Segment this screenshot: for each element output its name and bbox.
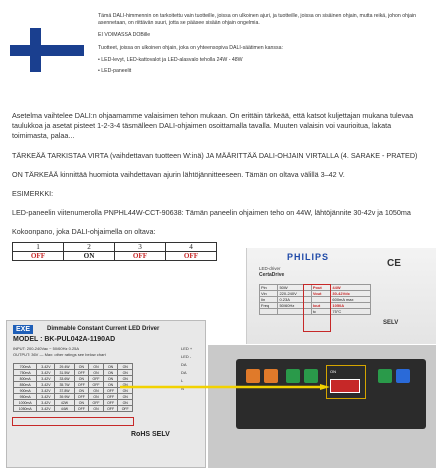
dip-value-3: OFF <box>115 252 166 261</box>
spec-cell: Iout <box>311 303 331 309</box>
grid-cell: 3-42V <box>37 388 55 394</box>
dip-header-2: 2 <box>64 243 115 252</box>
grid-cell: OFF <box>89 382 104 388</box>
spec-cell <box>260 309 278 315</box>
grid-cell: 3-42V <box>37 364 55 370</box>
terminal-label: L <box>181 378 184 383</box>
grid-cell: OFF <box>74 370 89 376</box>
orange-connector <box>264 369 278 383</box>
grid-cell: ON <box>103 382 118 388</box>
spec-cell: 30-42Vdc <box>331 291 371 297</box>
dip-on-label: ON <box>330 369 336 374</box>
rohs-selv-mark: RoHS SELV <box>131 431 170 438</box>
flag-cross-vertical <box>30 28 41 72</box>
grid-cell: 31.5W <box>55 370 74 376</box>
connector-photo <box>208 345 436 468</box>
exe-current-table <box>13 363 133 412</box>
grid-cell: ON <box>118 394 133 400</box>
philips-brand: PHILIPS <box>287 252 330 262</box>
grid-cell: OFF <box>89 400 104 406</box>
grid-cell: ON <box>89 406 104 412</box>
exe-driver-label-photo <box>6 320 206 468</box>
dip-value-4: OFF <box>166 252 217 261</box>
grid-cell: 3-42V <box>37 400 55 406</box>
orange-connector <box>246 369 260 383</box>
terminal-label: LED + <box>181 346 193 351</box>
dip-header-4: 4 <box>166 243 217 252</box>
grid-cell: OFF <box>74 394 89 400</box>
terminal-label: N <box>181 386 184 391</box>
grid-cell: ON <box>89 370 104 376</box>
grid-cell: OFF <box>103 400 118 406</box>
exe-model: MODEL : BK-PUL042A-1190AD <box>13 336 116 343</box>
grid-cell: 1000mA <box>14 400 37 406</box>
grid-cell: 750mA <box>14 370 37 376</box>
bullet-led-panels-ceiling: • LED-levyt, LED-kattovalot ja LED-alasvalo teholla 24W - 48W <box>98 56 243 63</box>
configuration-heading: Kokoonpano, joka DALI-ohjaimella on oltava: <box>12 227 156 237</box>
flag-cross-horizontal <box>10 45 84 56</box>
grid-cell: 29.4W <box>55 364 74 370</box>
selv-mark: SELV <box>383 320 399 326</box>
philips-driver-label-photo <box>246 248 436 344</box>
example-paragraph: LED-paneelin viitenumerolla PNPHL44W-CCT-90638: Tämän paneelin ohjaimen teho on 44W, lähtöjännite 30-42v ja 1050ma <box>12 208 411 218</box>
spec-cell: Pout <box>311 285 331 291</box>
green-connector <box>286 369 300 383</box>
spec-cell: 50/60Hz <box>278 303 311 309</box>
grid-cell: 33.6W <box>55 376 74 382</box>
terminal-label: LED - <box>181 354 192 359</box>
grid-cell: 1050mA <box>14 406 37 412</box>
spec-cell: Vout <box>311 291 331 297</box>
grid-cell: OFF <box>74 406 89 412</box>
grid-cell: 900mA <box>14 388 37 394</box>
grid-cell: 3-42V <box>37 382 55 388</box>
pointer-arrow-icon <box>120 384 330 390</box>
spec-cell: Freq <box>260 303 278 309</box>
exe-title: Dimmable Constant Current LED Driver <box>47 326 160 332</box>
grid-cell: ON <box>89 388 104 394</box>
exe-output: OUTPUT: 36V — Max: other ratings see below chart <box>13 352 106 357</box>
grid-cell: ON <box>118 370 133 376</box>
check-current-paragraph: TÄRKEÄÄ TARKISTAA VIRTA (vaihdettavan tuotteen W:inä) JA MÄÄRITTÄÄ DALI-OHJAIN VIRTALLA (4. SARAKE - PRATED) <box>12 150 418 160</box>
grid-cell: ON <box>89 364 104 370</box>
grid-cell: 3-42V <box>37 376 55 382</box>
dip-value-1: OFF <box>13 252 64 261</box>
grid-cell: OFF <box>89 376 104 382</box>
voltage-paragraph: ON TÄRKEÄÄ kinnittää huomiota vaihdettavan ajurin lähtöjännitteeseen. Tämän on oltava välillä 3–42 V. <box>12 169 345 179</box>
grid-cell: ON <box>74 364 89 370</box>
grid-cell: 3-42V <box>37 406 55 412</box>
spec-cell: 600mA max <box>331 297 371 303</box>
grid-cell: ON <box>89 394 104 400</box>
grid-cell: 850mA <box>14 382 37 388</box>
philips-product-line: LED-driver <box>259 266 281 271</box>
spec-cell: 220-240V <box>278 291 311 297</box>
philips-product-name: CertaDrive <box>259 272 285 278</box>
grid-cell: OFF <box>103 406 118 412</box>
spec-cell: 0.23A <box>278 297 311 303</box>
dip-header-3: 3 <box>115 243 166 252</box>
exe-highlight-box <box>12 417 134 426</box>
intro-notes <box>98 13 426 79</box>
blue-connector <box>396 369 410 383</box>
dip-value-row <box>13 252 217 261</box>
dip-highlight-box <box>326 365 366 399</box>
grid-cell: OFF <box>103 394 118 400</box>
spec-cell: Vin <box>260 291 278 297</box>
spec-cell: 44W <box>331 285 371 291</box>
grid-cell: 44W <box>55 406 74 412</box>
dip-header-row <box>13 243 217 252</box>
finland-flag <box>10 28 84 72</box>
spec-cell: Iin <box>260 297 278 303</box>
main-instructions <box>12 111 428 247</box>
grid-cell: 800mA <box>14 376 37 382</box>
grid-cell: 700mA <box>14 364 37 370</box>
dip-switch-table <box>12 242 217 261</box>
exe-logo: EXE <box>13 325 33 334</box>
green-connector <box>378 369 392 383</box>
grid-cell: OFF <box>118 406 133 412</box>
example-heading: ESIMERKKI: <box>12 189 54 199</box>
grid-cell: ON <box>74 400 89 406</box>
grid-cell: 37.8W <box>55 388 74 394</box>
grid-cell: ON <box>118 400 133 406</box>
terminal-label: DA <box>181 370 187 375</box>
ce-mark-icon: CE <box>387 258 401 269</box>
grid-cell: ON <box>118 376 133 382</box>
setting-paragraph: Asetelma vaihtelee DALI:n ohjaamamme valaisimen tehon mukaan. On erittäin tärkeää, että katsot kuljettajan mukana tulevaa taulukkoa ja asetat pisteet 1-2-3-4 täsmälleen DALI-ohjaimen osoittamalla tavalla. Muuten valaisin voi vaurioitua, lakata toimimasta, palaa... <box>12 111 414 141</box>
grid-cell: 35.7W <box>55 382 74 388</box>
bullet-led-panels: • LED-paneelit <box>98 68 132 75</box>
compatible-products-heading: Tuotteet, joissa on ulkoinen ohjain, joka on yhteensopiva DALI-säätimen kanssa: <box>98 44 283 51</box>
philips-highlight-box <box>303 284 331 332</box>
grid-cell: ON <box>74 388 89 394</box>
exe-input: INPUT: 200-240Vac ~ 50/60Hz 0.25A <box>13 346 80 351</box>
grid-cell: ON <box>74 376 89 382</box>
spec-cell: 1050A <box>331 303 371 309</box>
intro-paragraph: Tämä DALI-himmennin on tarkoitettu vain tuotteille, joissa on ulkoinen ajuri, ja tuotteille, joissa on sisäinen ohjain, mutta reikä, johon ohjain asennetaan, on riittävän suuri, jotta se pääsee sisään ohjain ongelmia. <box>98 13 417 27</box>
spec-cell: 50W <box>278 285 311 291</box>
dip-header-1: 1 <box>13 243 64 252</box>
green-connector <box>304 369 318 383</box>
grid-cell: 42W <box>55 400 74 406</box>
grid-cell: ON <box>103 376 118 382</box>
grid-cell: 39.9W <box>55 394 74 400</box>
grid-cell: OFF <box>74 382 89 388</box>
dip-value-2: ON <box>64 252 115 261</box>
grid-cell: ON <box>118 382 133 388</box>
spec-cell: Pin <box>260 285 278 291</box>
grid-cell: OFF <box>103 388 118 394</box>
grid-cell: 3-42V <box>37 394 55 400</box>
terminal-label: DA <box>181 362 187 367</box>
grid-cell: ON <box>118 388 133 394</box>
spec-cell: tc <box>311 309 331 315</box>
grid-cell: 3-42V <box>37 370 55 376</box>
grid-cell: ON <box>118 364 133 370</box>
grid-cell: ON <box>103 370 118 376</box>
grid-cell: ON <box>103 364 118 370</box>
not-valid-note: EI VOIMASSA DOBille <box>98 32 151 39</box>
grid-cell: 950mA <box>14 394 37 400</box>
spec-cell: 75°C <box>331 309 371 315</box>
